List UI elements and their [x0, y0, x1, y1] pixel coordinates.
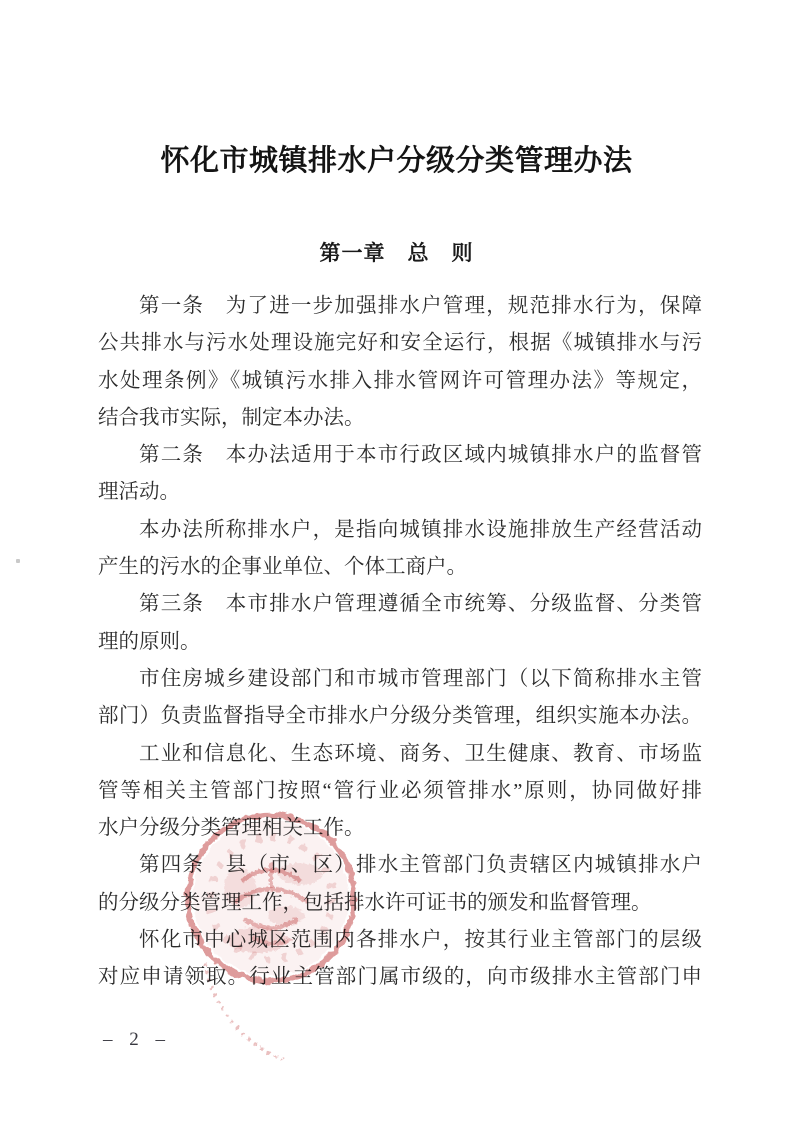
body-line: 第二条 本办法适用于本市行政区域内城镇排水户的监督管 [139, 444, 702, 467]
body-line: 公共排水与污水处理设施完好和安全运行，根据《城镇排水与污 [98, 332, 702, 355]
body-line: 对应申请领取。行业主管部门属市级的，向市级排水主管部门申 [98, 966, 702, 989]
body-line: 结合我市实际，制定本办法。 [98, 406, 365, 429]
body-line: 第四条 县（市、区）排水主管部门负责辖区内城镇排水户 [139, 854, 702, 877]
body-line: 理活动。 [98, 481, 180, 504]
body-line: 工业和信息化、生态环境、商务、卫生健康、教育、市场监 [139, 742, 702, 765]
body-line: 理的原则。 [98, 630, 201, 653]
body-line: 管等相关主管部门按照“管行业必须管排水”原则，协同做好排 [98, 779, 702, 802]
body-line: 本办法所称排水户，是指向城镇排水设施排放生产经营活动 [139, 518, 702, 541]
body-line: 部门）负责监督指导全市排水户分级分类管理，组织实施本办法。 [98, 705, 702, 728]
body-line: 第一条 为了进一步加强排水户管理，规范排水行为，保障 [139, 295, 702, 317]
page-title: 怀化市城镇排水户分级分类管理办法 [160, 145, 633, 177]
body-line: 水处理条例》《城镇污水排入排水管网许可管理办法》等规定， [98, 369, 702, 392]
body-line: 第三条 本市排水户管理遵循全市统筹、分级监督、分类管 [139, 593, 702, 616]
body-line: 产生的污水的企事业单位、个体工商户。 [98, 556, 467, 579]
body-line: 的分级分类管理工作，包括排水许可证书的颁发和监督管理。 [98, 891, 652, 914]
body-line: 水户分级分类管理相关工作。 [98, 817, 365, 840]
scan-speck [16, 559, 20, 563]
chapter-heading: 第一章 总 则 [319, 241, 474, 265]
body-line: 市住房城乡建设部门和市城市管理部门（以下简称排水主管 [139, 667, 702, 690]
document-body [98, 288, 702, 997]
page-number: – 2 – [103, 1029, 171, 1050]
body-line: 怀化市中心城区范围内各排水户，按其行业主管部门的层级 [139, 929, 702, 952]
